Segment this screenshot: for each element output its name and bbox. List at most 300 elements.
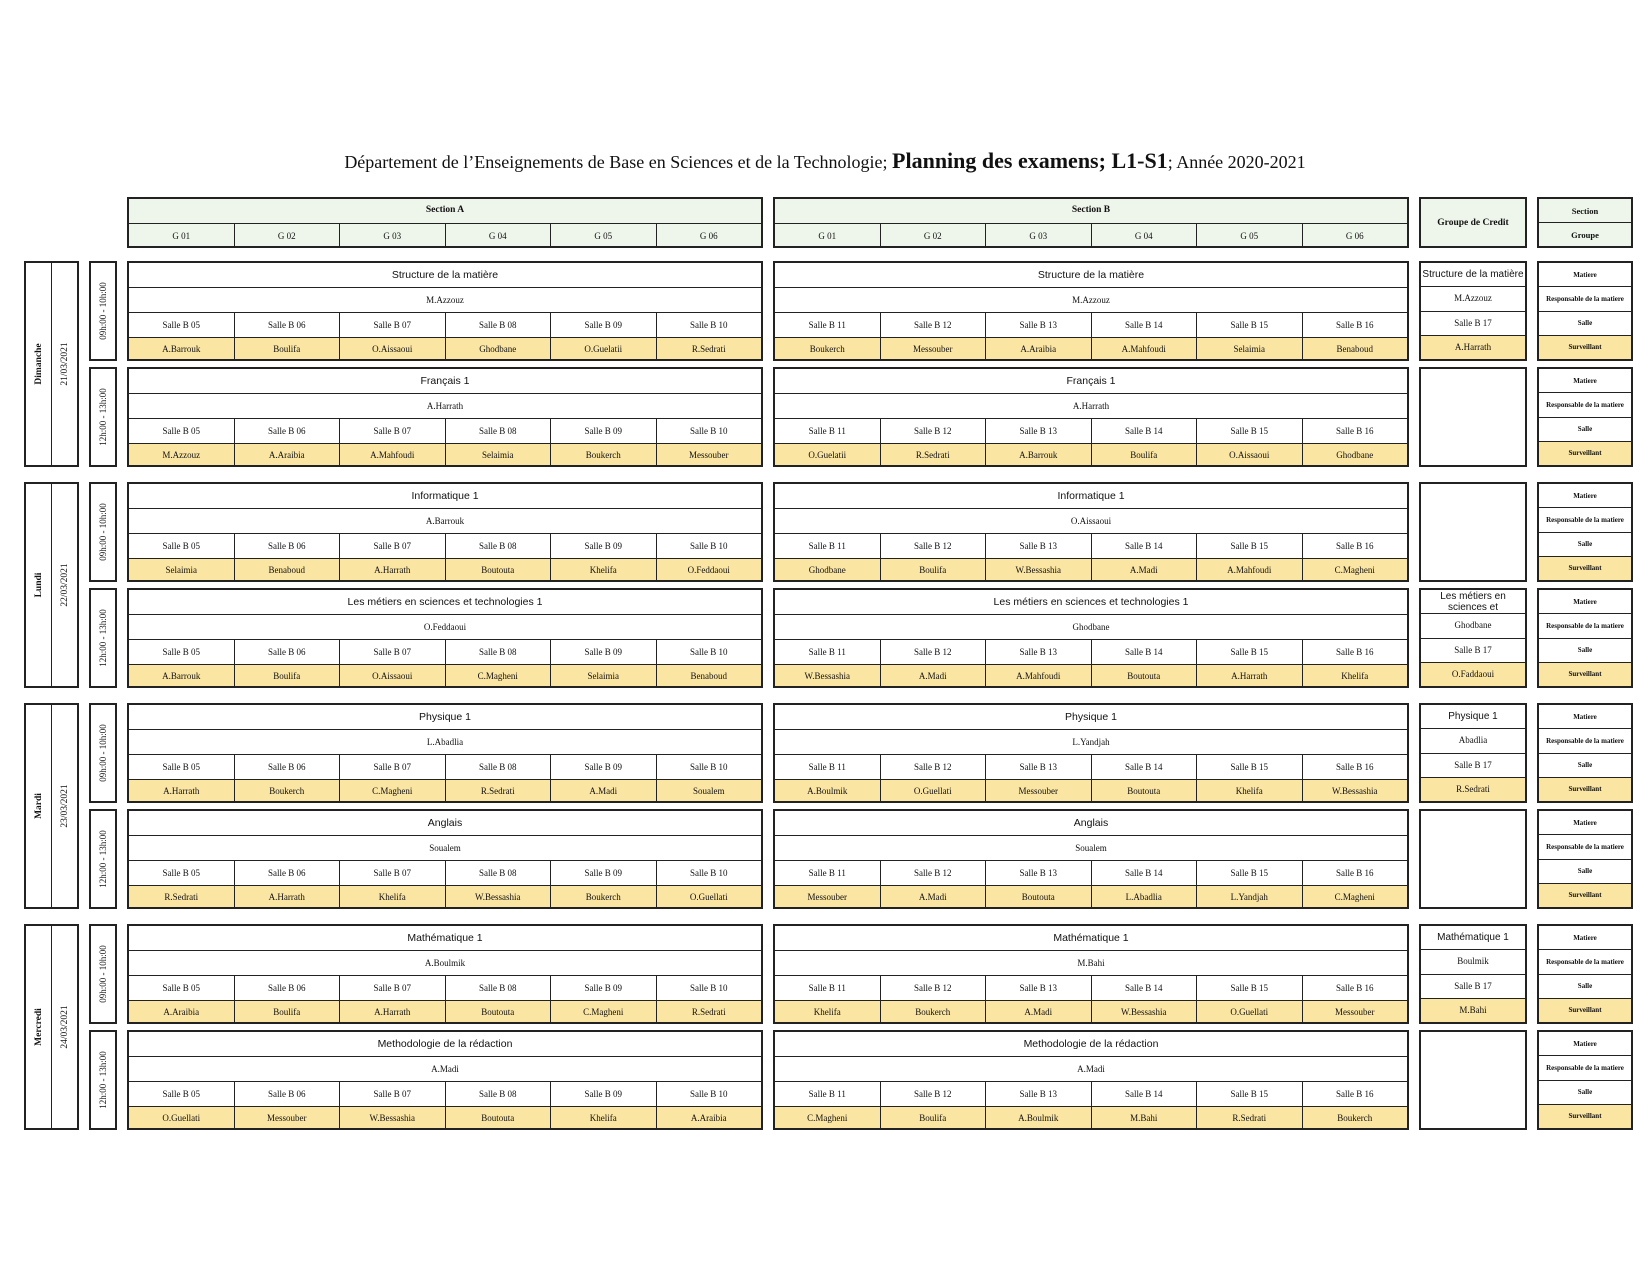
group-header: G 05 (550, 224, 656, 248)
supervisor-cell: A.Barrouk (162, 670, 201, 681)
room-cell: Salle B 12 (880, 640, 986, 664)
time-slot-text: 09h:00 - 10h:00 (98, 282, 108, 340)
room-cell: Salle B 14 (1091, 1082, 1197, 1106)
supervisor-cell: Selaimia (165, 564, 197, 575)
credit-empty (1421, 1032, 1525, 1128)
day-box (24, 261, 79, 467)
exam-block-section-a (127, 809, 763, 909)
room-cell: Salle B 06 (234, 640, 340, 664)
room-cell: Salle B 06 (234, 861, 340, 885)
credit-subject: Physique 1 (1421, 705, 1525, 729)
room-cell: Salle B 05 (162, 647, 200, 657)
supervisor-cell: A.Madi (985, 1001, 1091, 1022)
room-cell: Salle B 07 (339, 419, 445, 443)
supervisor-cell: Boukerch (550, 444, 656, 465)
label-salle: Salle (1539, 975, 1631, 999)
credit-group-block (1419, 482, 1527, 582)
supervisor-cell: A.Araibia (163, 1006, 200, 1017)
header-credit-group (1419, 197, 1527, 248)
supervisor-cell: M.Bahi (1091, 1107, 1197, 1128)
label-salle: Salle (1539, 860, 1631, 884)
supervisor-cell: O.Aissaoui (1196, 444, 1302, 465)
supervisor-row (129, 665, 761, 686)
subject-name: Anglais (129, 811, 761, 836)
day-date-text: 22/03/2021 (59, 563, 70, 607)
supervisor-cell: Messouber (234, 1107, 340, 1128)
day-date (52, 263, 77, 465)
supervisor-cell: Ghodbane (445, 338, 551, 359)
room-cell: Salle B 05 (162, 868, 200, 878)
supervisor-cell: Boutouta (1091, 780, 1197, 801)
room-cell: Salle B 15 (1196, 755, 1302, 779)
page-title (0, 148, 1650, 174)
exam-block-section-b (773, 482, 1409, 582)
room-cell: Salle B 14 (1091, 534, 1197, 558)
supervisor-cell: Benaboud (656, 665, 762, 686)
room-cell: Salle B 05 (162, 762, 200, 772)
supervisor-cell: A.Mahfoudi (1091, 338, 1197, 359)
credit-room: Salle B 17 (1421, 639, 1525, 663)
room-cell: Salle B 11 (808, 541, 846, 551)
label-surveillant: Surveillant (1539, 884, 1631, 907)
credit-supervisor: O.Faddaoui (1421, 663, 1525, 686)
supervisor-cell: Messouber (1302, 1001, 1408, 1022)
row-labels-block (1537, 367, 1633, 467)
supervisor-cell: Soualem (656, 780, 762, 801)
room-cell: Salle B 05 (162, 983, 200, 993)
exam-block-section-b (773, 809, 1409, 909)
time-slot-text: 09h:00 - 10h:00 (98, 945, 108, 1003)
supervisor-cell: Khelifa (339, 886, 445, 907)
time-slot (89, 1030, 117, 1130)
supervisor-cell: C.Magheni (807, 1112, 848, 1123)
credit-room: Salle B 17 (1421, 754, 1525, 778)
room-cell: Salle B 09 (550, 419, 656, 443)
row-labels-block (1537, 924, 1633, 1024)
group-header: G 03 (339, 224, 445, 248)
room-cell: Salle B 10 (656, 534, 762, 558)
room-cell: Salle B 11 (808, 1089, 846, 1099)
label-responsable: Responsable de la matiere (1539, 287, 1631, 311)
supervisor-row (775, 444, 1407, 465)
supervisor-row (129, 1107, 761, 1128)
time-slot (89, 703, 117, 803)
label-matiere: Matiere (1539, 369, 1631, 393)
group-header: G 04 (445, 224, 551, 248)
room-cell: Salle B 15 (1196, 419, 1302, 443)
exam-block-section-a (127, 1030, 763, 1130)
supervisor-cell: W.Bessashia (1302, 780, 1408, 801)
time-slot-text: 12h:00 - 13h:00 (98, 388, 108, 446)
credit-room: Salle B 17 (1421, 975, 1525, 999)
supervisor-cell: Ghodbane (808, 564, 846, 575)
title-planning: Planning des examens; L1-S1 (892, 148, 1168, 173)
time-slot-text: 12h:00 - 13h:00 (98, 609, 108, 667)
room-cell: Salle B 11 (808, 647, 846, 657)
credit-supervisor: M.Bahi (1421, 999, 1525, 1022)
credit-supervisor: A.Harrath (1421, 336, 1525, 359)
supervisor-cell: A.Harrath (339, 1001, 445, 1022)
label-groupe: Groupe (1571, 229, 1599, 240)
supervisor-cell: A.Mahfoudi (1196, 559, 1302, 580)
supervisor-row (775, 780, 1407, 801)
subject-responsible: A.Barrouk (129, 509, 761, 534)
label-salle: Salle (1539, 1081, 1631, 1105)
credit-room: Salle B 17 (1421, 312, 1525, 336)
supervisor-cell: Khelifa (813, 1006, 841, 1017)
subject-responsible: A.Madi (775, 1057, 1407, 1082)
exam-block-section-b (773, 367, 1409, 467)
room-cell: Salle B 14 (1091, 755, 1197, 779)
supervisor-cell: A.Harrath (1196, 665, 1302, 686)
room-cell: Salle B 08 (445, 1082, 551, 1106)
room-cell: Salle B 11 (808, 983, 846, 993)
time-slot-text: 09h:00 - 10h:00 (98, 503, 108, 561)
subject-responsible: A.Harrath (775, 394, 1407, 419)
supervisor-cell: W.Bessashia (804, 670, 850, 681)
row-labels-block (1537, 809, 1633, 909)
supervisor-cell: C.Magheni (445, 665, 551, 686)
room-row (129, 534, 761, 559)
room-cell: Salle B 11 (808, 762, 846, 772)
supervisor-row (129, 444, 761, 465)
credit-group-block (1419, 703, 1527, 803)
label-surveillant: Surveillant (1539, 778, 1631, 801)
room-cell: Salle B 10 (656, 976, 762, 1000)
subject-name: Français 1 (775, 369, 1407, 394)
supervisor-cell: C.Magheni (1302, 559, 1408, 580)
room-cell: Salle B 16 (1302, 976, 1408, 1000)
supervisor-cell: W.Bessashia (339, 1107, 445, 1128)
label-matiere: Matiere (1539, 926, 1631, 950)
room-cell: Salle B 15 (1196, 534, 1302, 558)
room-cell: Salle B 16 (1302, 534, 1408, 558)
room-cell: Salle B 12 (880, 976, 986, 1000)
subject-responsible: M.Azzouz (129, 288, 761, 313)
day-name (26, 926, 52, 1128)
exam-block-section-a (127, 924, 763, 1024)
room-row (129, 861, 761, 886)
room-cell: Salle B 07 (339, 976, 445, 1000)
group-header: G 02 (234, 224, 340, 248)
room-cell: Salle B 12 (880, 313, 986, 337)
supervisor-cell: A.Mahfoudi (985, 665, 1091, 686)
room-cell: Salle B 15 (1196, 640, 1302, 664)
subject-responsible: A.Madi (129, 1057, 761, 1082)
label-surveillant: Surveillant (1539, 1105, 1631, 1128)
label-salle: Salle (1539, 418, 1631, 442)
subject-name: Anglais (775, 811, 1407, 836)
supervisor-cell: Benaboud (1302, 338, 1408, 359)
day-box (24, 703, 79, 909)
subject-responsible: A.Harrath (129, 394, 761, 419)
day-date-text: 24/03/2021 (59, 1005, 70, 1049)
room-cell: Salle B 09 (550, 755, 656, 779)
label-matiere: Matiere (1539, 705, 1631, 729)
subject-name: Methodologie de la rédaction (129, 1032, 761, 1057)
exam-block-section-a (127, 482, 763, 582)
supervisor-cell: Boukerch (550, 886, 656, 907)
supervisor-cell: A.Boulmik (985, 1107, 1091, 1128)
credit-responsible: Boulmik (1421, 950, 1525, 974)
label-surveillant: Surveillant (1539, 336, 1631, 359)
title-department: Département de l’Enseignements de Base en Sciences et de la Technologie; (344, 152, 893, 172)
room-cell: Salle B 14 (1091, 640, 1197, 664)
supervisor-row (775, 1001, 1407, 1022)
subject-name: Mathématique 1 (129, 926, 761, 951)
subject-responsible: Ghodbane (775, 615, 1407, 640)
subject-name: Informatique 1 (775, 484, 1407, 509)
room-cell: Salle B 15 (1196, 313, 1302, 337)
supervisor-row (129, 886, 761, 907)
time-slot (89, 482, 117, 582)
label-responsable: Responsable de la matiere (1539, 614, 1631, 638)
row-labels-block (1537, 703, 1633, 803)
credit-subject: Structure de la matière (1421, 263, 1525, 287)
supervisor-cell: Boulifa (880, 1107, 986, 1128)
room-cell: Salle B 08 (445, 419, 551, 443)
room-row (775, 419, 1407, 444)
room-cell: Salle B 09 (550, 534, 656, 558)
subject-name: Physique 1 (775, 705, 1407, 730)
exam-block-section-b (773, 261, 1409, 361)
subject-responsible: M.Bahi (775, 951, 1407, 976)
exam-block-section-b (773, 924, 1409, 1024)
label-salle: Salle (1539, 312, 1631, 336)
room-cell: Salle B 08 (445, 640, 551, 664)
supervisor-row (775, 559, 1407, 580)
label-salle: Salle (1539, 639, 1631, 663)
time-slot-text: 12h:00 - 13h:00 (98, 830, 108, 888)
supervisor-cell: O.Guelatii (550, 338, 656, 359)
room-cell: Salle B 05 (162, 426, 200, 436)
supervisor-cell: A.Mahfoudi (339, 444, 445, 465)
subject-name: Physique 1 (129, 705, 761, 730)
exam-block-section-a (127, 588, 763, 688)
room-cell: Salle B 13 (985, 1082, 1091, 1106)
group-header: G 03 (985, 224, 1091, 248)
room-cell: Salle B 15 (1196, 861, 1302, 885)
room-cell: Salle B 07 (339, 1082, 445, 1106)
room-cell: Salle B 09 (550, 1082, 656, 1106)
supervisor-cell: Boulifa (234, 338, 340, 359)
room-cell: Salle B 05 (162, 320, 200, 330)
supervisor-cell: O.Guellati (656, 886, 762, 907)
supervisor-row (775, 665, 1407, 686)
credit-group-block (1419, 809, 1527, 909)
subject-responsible: O.Feddaoui (129, 615, 761, 640)
room-cell: Salle B 13 (985, 640, 1091, 664)
credit-empty (1421, 484, 1525, 580)
supervisor-row (129, 780, 761, 801)
supervisor-cell: M.Azzouz (162, 449, 201, 460)
supervisor-cell: Boukerch (880, 1001, 986, 1022)
day-name (26, 484, 52, 686)
label-matiere: Matiere (1539, 1032, 1631, 1056)
supervisor-cell: A.Madi (550, 780, 656, 801)
room-cell: Salle B 11 (808, 868, 846, 878)
room-cell: Salle B 12 (880, 1082, 986, 1106)
supervisor-cell: Boulifa (1091, 444, 1197, 465)
title-year: ; Année 2020-2021 (1167, 152, 1306, 172)
room-cell: Salle B 16 (1302, 755, 1408, 779)
room-cell: Salle B 07 (339, 755, 445, 779)
credit-group-block (1419, 924, 1527, 1024)
room-cell: Salle B 13 (985, 419, 1091, 443)
supervisor-cell: Khelifa (550, 559, 656, 580)
subject-responsible: O.Aissaoui (775, 509, 1407, 534)
room-cell: Salle B 05 (162, 1089, 200, 1099)
room-row (129, 419, 761, 444)
supervisor-cell: Boutouta (445, 1001, 551, 1022)
supervisor-cell: W.Bessashia (445, 886, 551, 907)
label-matiere: Matiere (1539, 811, 1631, 835)
credit-group-block (1419, 261, 1527, 361)
credit-subject: Les métiers en sciences et (1421, 590, 1525, 614)
supervisor-cell: C.Magheni (550, 1001, 656, 1022)
supervisor-cell: L.Abadlia (1091, 886, 1197, 907)
subject-name: Informatique 1 (129, 484, 761, 509)
exam-block-section-a (127, 367, 763, 467)
subject-name: Structure de la matière (775, 263, 1407, 288)
label-surveillant: Surveillant (1539, 999, 1631, 1022)
room-row (775, 976, 1407, 1001)
supervisor-cell: Khelifa (550, 1107, 656, 1128)
day-name (26, 263, 52, 465)
supervisor-cell: A.Araibia (234, 444, 340, 465)
supervisor-cell: A.Madi (880, 665, 986, 686)
room-cell: Salle B 07 (339, 313, 445, 337)
credit-responsible: Abadlia (1421, 729, 1525, 753)
label-matiere: Matiere (1539, 484, 1631, 508)
credit-group-block (1419, 588, 1527, 688)
room-cell: Salle B 07 (339, 534, 445, 558)
room-cell: Salle B 14 (1091, 313, 1197, 337)
supervisor-cell: Khelifa (1302, 665, 1408, 686)
day-date-text: 23/03/2021 (59, 784, 70, 828)
supervisor-cell: Boukerch (809, 343, 845, 354)
room-cell: Salle B 08 (445, 755, 551, 779)
supervisor-cell: A.Boulmik (807, 785, 848, 796)
group-header: G 01 (818, 231, 837, 241)
time-slot (89, 367, 117, 467)
room-cell: Salle B 10 (656, 313, 762, 337)
subject-name: Les métiers en sciences et technologies 1 (775, 590, 1407, 615)
room-cell: Salle B 11 (808, 320, 846, 330)
subject-name: Structure de la matière (129, 263, 761, 288)
label-responsable: Responsable de la matiere (1539, 393, 1631, 417)
day-name-text: Mardi (33, 793, 44, 819)
supervisor-cell: C.Magheni (1302, 886, 1408, 907)
credit-group-block (1419, 1030, 1527, 1130)
supervisor-cell: A.Harrath (163, 785, 200, 796)
room-row (129, 313, 761, 338)
room-cell: Salle B 12 (880, 861, 986, 885)
time-slot-text: 09h:00 - 10h:00 (98, 724, 108, 782)
supervisor-cell: Benaboud (234, 559, 340, 580)
supervisor-cell: L.Yandjah (1196, 886, 1302, 907)
day-date-text: 21/03/2021 (59, 342, 70, 386)
supervisor-cell: O.Guellati (162, 1112, 201, 1123)
day-date (52, 484, 77, 686)
section-title: Section A (129, 199, 761, 224)
supervisor-cell: Boutouta (1091, 665, 1197, 686)
room-cell: Salle B 07 (339, 640, 445, 664)
label-responsable: Responsable de la matiere (1539, 729, 1631, 753)
supervisor-cell: O.Feddaoui (656, 559, 762, 580)
room-cell: Salle B 13 (985, 861, 1091, 885)
supervisor-cell: Boulifa (234, 1001, 340, 1022)
time-slot (89, 261, 117, 361)
header-row-labels (1537, 197, 1633, 248)
room-row (775, 640, 1407, 665)
room-cell: Salle B 06 (234, 313, 340, 337)
room-cell: Salle B 10 (656, 419, 762, 443)
supervisor-cell: O.Aissaoui (339, 665, 445, 686)
supervisor-cell: W.Bessashia (985, 559, 1091, 580)
room-cell: Salle B 05 (162, 541, 200, 551)
supervisor-cell: Boutouta (445, 559, 551, 580)
room-cell: Salle B 14 (1091, 861, 1197, 885)
header-section-b (773, 197, 1409, 248)
room-cell: Salle B 08 (445, 313, 551, 337)
label-responsable: Responsable de la matiere (1539, 508, 1631, 532)
row-labels-block (1537, 261, 1633, 361)
room-cell: Salle B 06 (234, 755, 340, 779)
supervisor-cell: R.Sedrati (1196, 1107, 1302, 1128)
label-surveillant: Surveillant (1539, 442, 1631, 465)
row-labels-block (1537, 588, 1633, 688)
room-cell: Salle B 16 (1302, 313, 1408, 337)
subject-name: Mathématique 1 (775, 926, 1407, 951)
supervisor-row (129, 338, 761, 359)
supervisor-cell: R.Sedrati (880, 444, 986, 465)
supervisor-cell: O.Guellati (880, 780, 986, 801)
room-cell: Salle B 08 (445, 861, 551, 885)
room-cell: Salle B 06 (234, 1082, 340, 1106)
group-header-row (129, 224, 761, 248)
label-salle: Salle (1539, 754, 1631, 778)
room-cell: Salle B 14 (1091, 976, 1197, 1000)
supervisor-row (775, 1107, 1407, 1128)
room-cell: Salle B 15 (1196, 976, 1302, 1000)
credit-supervisor: R.Sedrati (1421, 778, 1525, 801)
supervisor-row (775, 886, 1407, 907)
supervisor-row (129, 1001, 761, 1022)
room-cell: Salle B 10 (656, 861, 762, 885)
label-matiere: Matiere (1539, 590, 1631, 614)
subject-responsible: M.Azzouz (775, 288, 1407, 313)
room-cell: Salle B 16 (1302, 419, 1408, 443)
room-cell: Salle B 09 (550, 861, 656, 885)
room-cell: Salle B 10 (656, 1082, 762, 1106)
room-row (129, 1082, 761, 1107)
supervisor-cell: Boutouta (985, 886, 1091, 907)
exam-block-section-b (773, 703, 1409, 803)
room-cell: Salle B 06 (234, 534, 340, 558)
supervisor-cell: A.Araibia (985, 338, 1091, 359)
label-salle: Salle (1539, 533, 1631, 557)
supervisor-cell: C.Magheni (339, 780, 445, 801)
day-date (52, 705, 77, 907)
room-cell: Salle B 08 (445, 976, 551, 1000)
supervisor-cell: Boutouta (445, 1107, 551, 1128)
room-cell: Salle B 07 (339, 861, 445, 885)
room-cell: Salle B 16 (1302, 861, 1408, 885)
supervisor-cell: Boukerch (234, 780, 340, 801)
exam-block-section-a (127, 261, 763, 361)
supervisor-cell: A.Barrouk (162, 343, 201, 354)
